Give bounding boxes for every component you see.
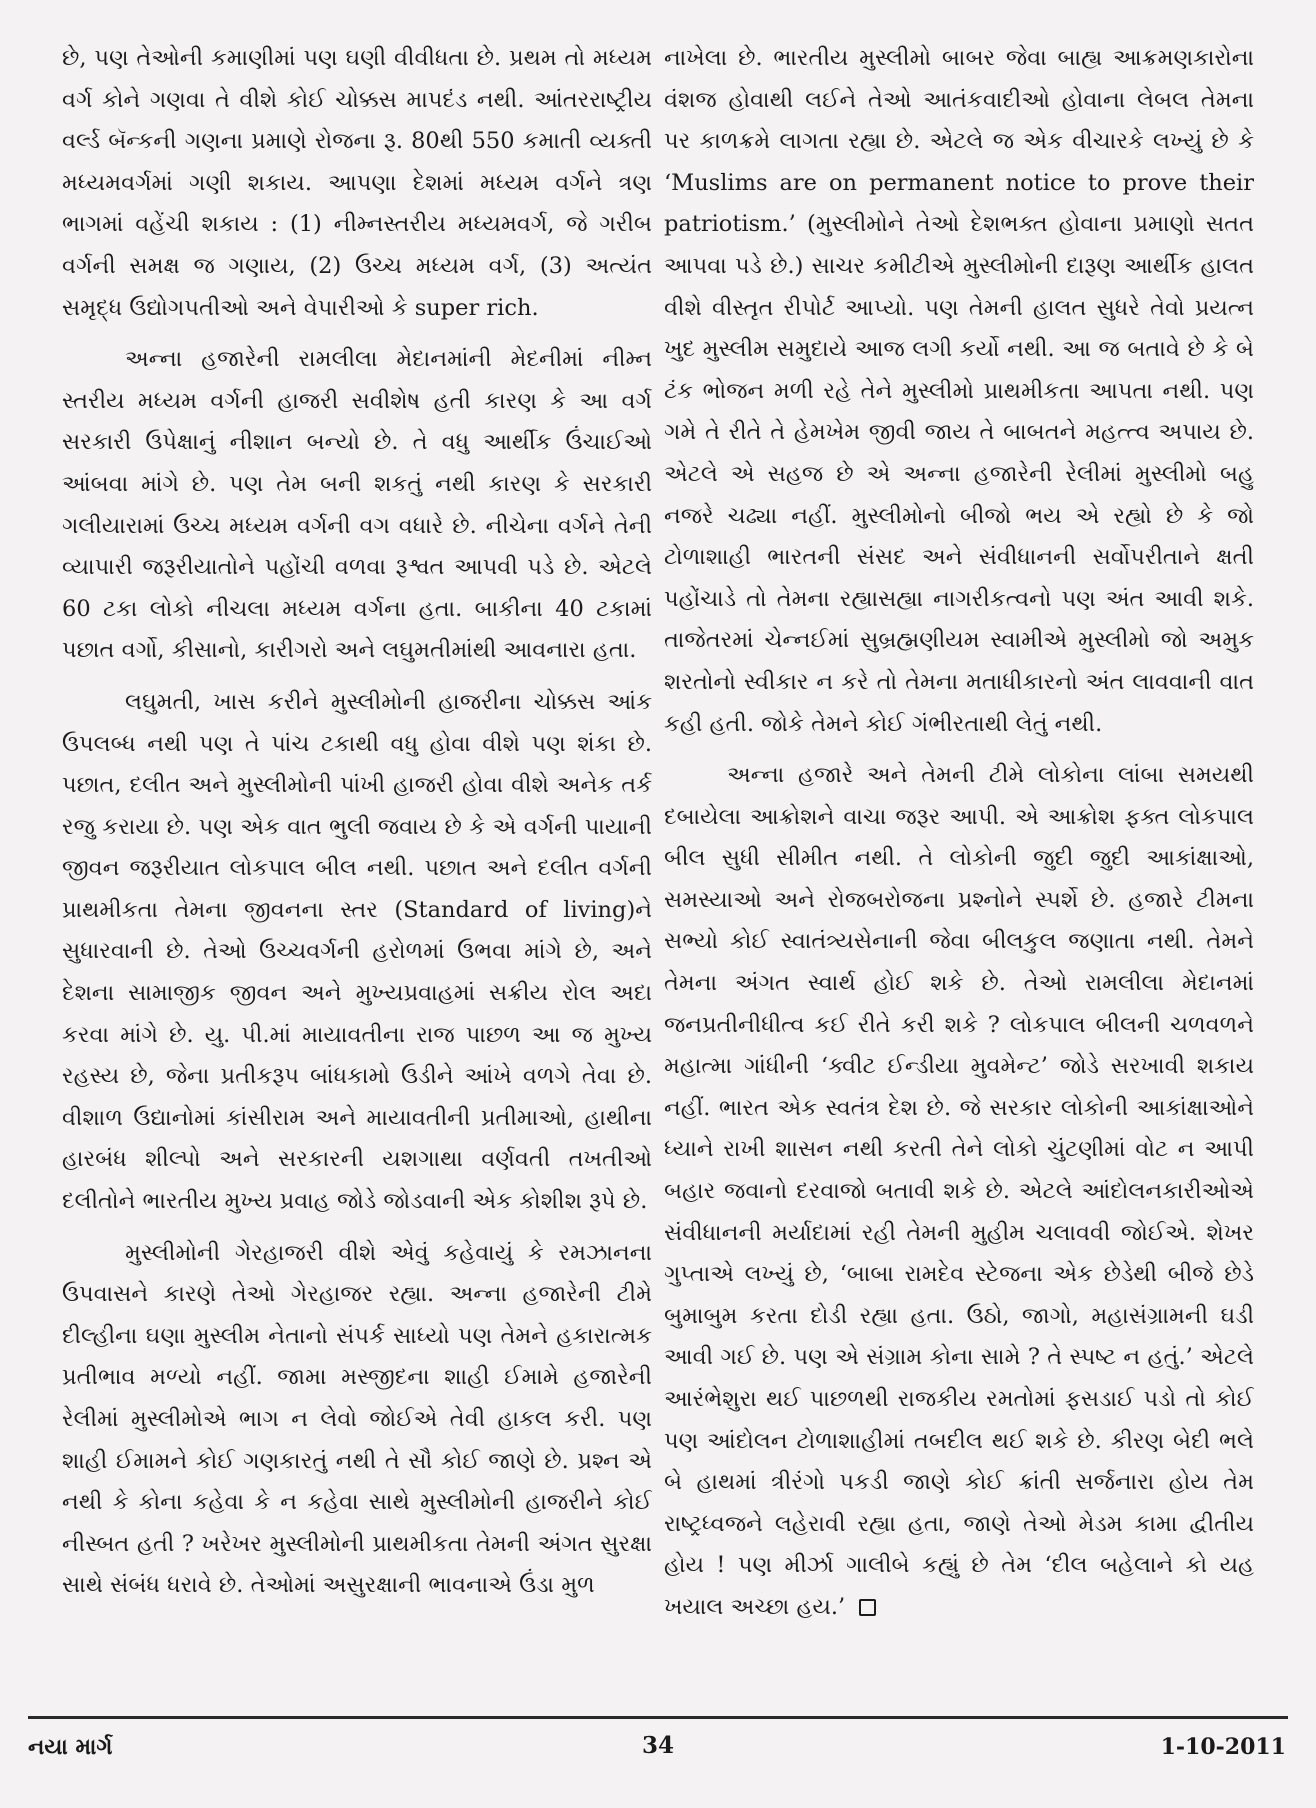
page-footer xyxy=(28,1730,1288,1770)
paragraph: અન્ના હજારેની રામલીલા મેદાનમાંની મેદનીમાં નીમ્ન સ્તરીય મધ્યમ વર્ગની હાજરી સવીશેષ હતી કારણ કે આ વર્ગ સરકારી ઉપેક્ષાનું નીશાન બન્યો છે. તે વધુ આર્થીક ઉંચાઈઓ આંબવા માંગે છે. પણ તેમ બની શકતું નથી કારણ કે સરકારી ગલીયારામાં ઉચ્ચ મધ્યમ વર્ગની વગ વધારે છે. નીચેના વર્ગને તેની વ્યાપારી જરૂરીયાતોને પહોંચી વળવા રૂશ્વત આપવી પડે છે. એટલે 60 ટકા લોકો નીચલા મધ્યમ વર્ગના હતા. બાકીના 40 ટકામાં પછાત વર્ગો, કીસાનો, કારીગરો અને લઘુમતીમાંથી આવનારા હતા. xyxy=(62,346,652,664)
paragraph: મુસ્લીમોની ગેરહાજરી વીશે એવું કહેવાયું કે રમઝાનના ઉપવાસને કારણે તેઓ ગેરહાજર રહ્યા. અન્ના હજારેની ટીમે દીલ્હીના ઘણા મુસ્લીમ નેતાનો સંપર્ક સાધ્યો પણ તેમને હકારાત્મક પ્રતીભાવ મળ્યો નહીં. જામા મસ્જીદના શાહી ઈમામે હજારેની રેલીમાં મુસ્લીમોએ ભાગ ન લેવો જોઈએ તેવી હાકલ કરી. પણ શાહી ઈમામને કોઈ ગણકારતું નથી તે સૌ કોઈ જાણે છે. પ્રશ્ન એ નથી કે કોના કહેવા કે ન કહેવા સાથે મુસ્લીમોની હાજરીને કોઈ નીસ્બત હતી ? ખરેખર મુસ્લીમોની પ્રાથમીકતા તેમની અંગત સુરક્ષા સાથે સંબંધ ધરાવે છે. તેઓમાં અસુરક્ષાની ભાવનાએ ઉંડા મુળ xyxy=(62,1239,652,1599)
paragraph: છે, પણ તેઓની કમાણીમાં પણ ઘણી વીવીધતા છે. પ્રથમ તો મધ્યમ વર્ગ કોને ગણવા તે વીશે કોઈ ચોક્કસ માપદંડ નથી. આંતરરાષ્ટ્રીય વર્લ્ડ બૅન્કની ગણના પ્રમાણે રોજના રૂ. 80થી 550 કમાતી વ્યક્તી મધ્યમવર્ગમાં ગણી શકાય. આપણા દેશમાં મધ્યમ વર્ગને ત્રણ ભાગમાં વહેંચી શકાય : (1) નીમ્નસ્તરીય મધ્યમવર્ગ, જે ગરીબ વર્ગની સમક્ષ જ ગણાય, (2) ઉચ્ચ મધ્યમ વર્ગ, (3) અત્યંત સમૃદ્ધ ઉદ્યોગપતીઓ અને વેપારીઓ કે super rich. xyxy=(62,45,652,321)
article-body xyxy=(62,38,1254,1710)
issue-date: 1-10-2011 xyxy=(1160,1734,1286,1760)
paragraph: નાખેલા છે. ભારતીય મુસ્લીમો બાબર જેવા બાહ્ય આક્રમણકારોના વંશજ હોવાથી લઈને તેઓ આતંકવાદીઓ હોવાના લેબલ તેમના પર કાળક્રમે લાગતા રહ્યા છે. એટલે જ એક વીચારકે લખ્યું છે કે ‘Muslims are on permanent notice to prove their patriotism.’ (મુસ્લીમોને તેઓ દેશભક્ત હોવાના પ્રમાણો સતત આપવા પડે છે.) સાચર કમીટીએ મુસ્લીમોની દારૂણ આર્થીક હાલત વીશે વીસ્તૃત રીપોર્ટ આપ્યો. પણ તેમની હાલત સુધરે તેવો પ્રયત્ન ખુદ મુસ્લીમ સમુદાયે આજ લગી કર્યો નથી. આ જ બતાવે છે કે બે ટંક ભોજન મળી રહે તેને મુસ્લીમો પ્રાથમીકતા આપતા નથી. પણ ગમે તે રીતે તે હેમખેમ જીવી જાય તે બાબતને મહત્ત્વ અપાય છે. એટલે એ સહજ છે એ અન્ના હજારેની રેલીમાં મુસ્લીમો બહુ નજરે ચઢ્યા નહીં. મુસ્લીમોનો બીજો ભય એ રહ્યો છે કે જો ટોળાશાહી ભારતની સંસદ અને સંવીધાનની સર્વોપરીતાને ક્ષતી પહોંચાડે તો તેમના રહ્યાસહ્યા નાગરીકત્વનો પણ અંત આવી શકે. તાજેતરમાં ચેન્નઈમાં સુબ્રહ્મણીયમ સ્વામીએ મુસ્લીમો જો અમુક શરતોનો સ્વીકાર ન કરે તો તેમના મતાધીકારનો અંત લાવવાની વાત કહી હતી. જોકે તેમને કોઈ ગંભીરતાથી લેતું નથી. xyxy=(664,45,1254,737)
right-column xyxy=(664,38,1254,1710)
end-of-article-icon xyxy=(859,1599,876,1616)
magazine-name: નયા માર્ગ xyxy=(28,1734,113,1760)
paragraph: લઘુમતી, ખાસ કરીને મુસ્લીમોની હાજરીના ચોક્કસ આંક ઉપલબ્ધ નથી પણ તે પાંચ ટકાથી વધુ હોવા વીશે પણ શંકા છે. પછાત, દલીત અને મુસ્લીમોની પાંખી હાજરી હોવા વીશે અનેક તર્ક રજુ કરાયા છે. પણ એક વાત ભુલી જવાય છે કે એ વર્ગની પાયાની જીવન જરૂરીયાત લોકપાલ બીલ નથી. પછાત અને દલીત વર્ગની પ્રાથમીકતા તેમના જીવનના સ્તર (Standard of living)ને સુધારવાની છે. તેઓ ઉચ્ચવર્ગની હરોળમાં ઉભવા માંગે છે, અને દેશના સામાજીક જીવન અને મુખ્યપ્રવાહમાં સક્રીય રોલ અદા કરવા માંગે છે. યુ. પી.માં માયાવતીના રાજ પાછળ આ જ મુખ્ય રહસ્ય છે, જેના પ્રતીકરૂપ બાંધકામો ઉડીને આંખે વળગે તેવા છે. વીશાળ ઉદ્યાનોમાં કાંસીરામ અને માયાવતીની પ્રતીમાઓ, હાથીના હારબંધ શીલ્પો અને સરકારની યશગાથા વર્ણવતી તખતીઓ દલીતોને ભારતીય મુખ્ય પ્રવાહ જોડે જોડવાની એક કોશીશ રૂપે છે. xyxy=(62,688,652,1215)
paragraph-text: અન્ના હજારે અને તેમની ટીમે લોકોના લાંબા સમયથી દબાયેલા આક્રોશને વાચા જરૂર આપી. એ આક્રોશ ફક્ત લોકપાલ બીલ સુધી સીમીત નથી. તે લોકોની જુદી જુદી આકાંક્ષાઓ, સમસ્યાઓ અને રોજબરોજના પ્રશ્નોને સ્પર્શે છે. હજારે ટીમના સભ્યો કોઈ સ્વાતંત્ર્યસેનાની જેવા બીલકુલ જણાતા નથી. તેમને તેમના અંગત સ્વાર્થ હોઈ શકે છે. તેઓ રામલીલા મેદાનમાં જનપ્રતીનીધીત્વ કઈ રીતે કરી શકે ? લોકપાલ બીલની ચળવળને મહાત્મા ગાંધીની ‘ક્વીટ ઈન્ડીયા મુવમેન્ટ’ જોડે સરખાવી શકાય નહીં. ભારત એક સ્વતંત્ર દેશ છે. જે સરકાર લોકોની આકાંક્ષાઓને ધ્યાને રાખી શાસન નથી કરતી તેને લોકો ચુંટણીમાં વોટ ન આપી બહાર જવાનો દરવાજો બતાવી શકે છે. એટલે આંદોલનકારીઓએ સંવીધાનની મર્યાદામાં રહી તેમની મુહીમ ચલાવવી જોઈએ. શેખર ગુપ્તાએ લખ્યું છે, ‘બાબા રામદેવ સ્ટેજના એક છેડેથી બીજે છેડે બુમાબુમ કરતા દોડી રહ્યા હતા. ઉઠો, જાગો, મહાસંગ્રામની ઘડી આવી ગઈ છે. પણ એ સંગ્રામ કોના સામે ? તે સ્પષ્ટ ન હતું.’ એટલે આરંભેશુરા થઈ પાછળથી રાજકીય રમતોમાં ફસડાઈ પડો તો કોઈ પણ આંદોલન ટોળાશાહીમાં તબદીલ થઈ શકે છે. કીરણ બેદી ભલે બે હાથમાં ત્રીરંગો પકડી જાણે કોઈ ક્રાંતી સર્જનારા હોય તેમ રાષ્ટ્રધ્વજને લહેરાવી રહ્યા હતા, જાણે તેઓ મેડમ કામા દ્વીતીય હોય ! પણ મીર્ઝા ગાલીબે કહ્યું છે તેમ ‘દીલ બહેલાને કો યહ ખયાલ અચ્છા હય.’ xyxy=(664,762,1254,1620)
footer-divider xyxy=(28,1716,1288,1719)
paragraph-last xyxy=(664,755,1254,1628)
page-number: 34 xyxy=(641,1732,674,1759)
left-column xyxy=(62,38,652,1710)
